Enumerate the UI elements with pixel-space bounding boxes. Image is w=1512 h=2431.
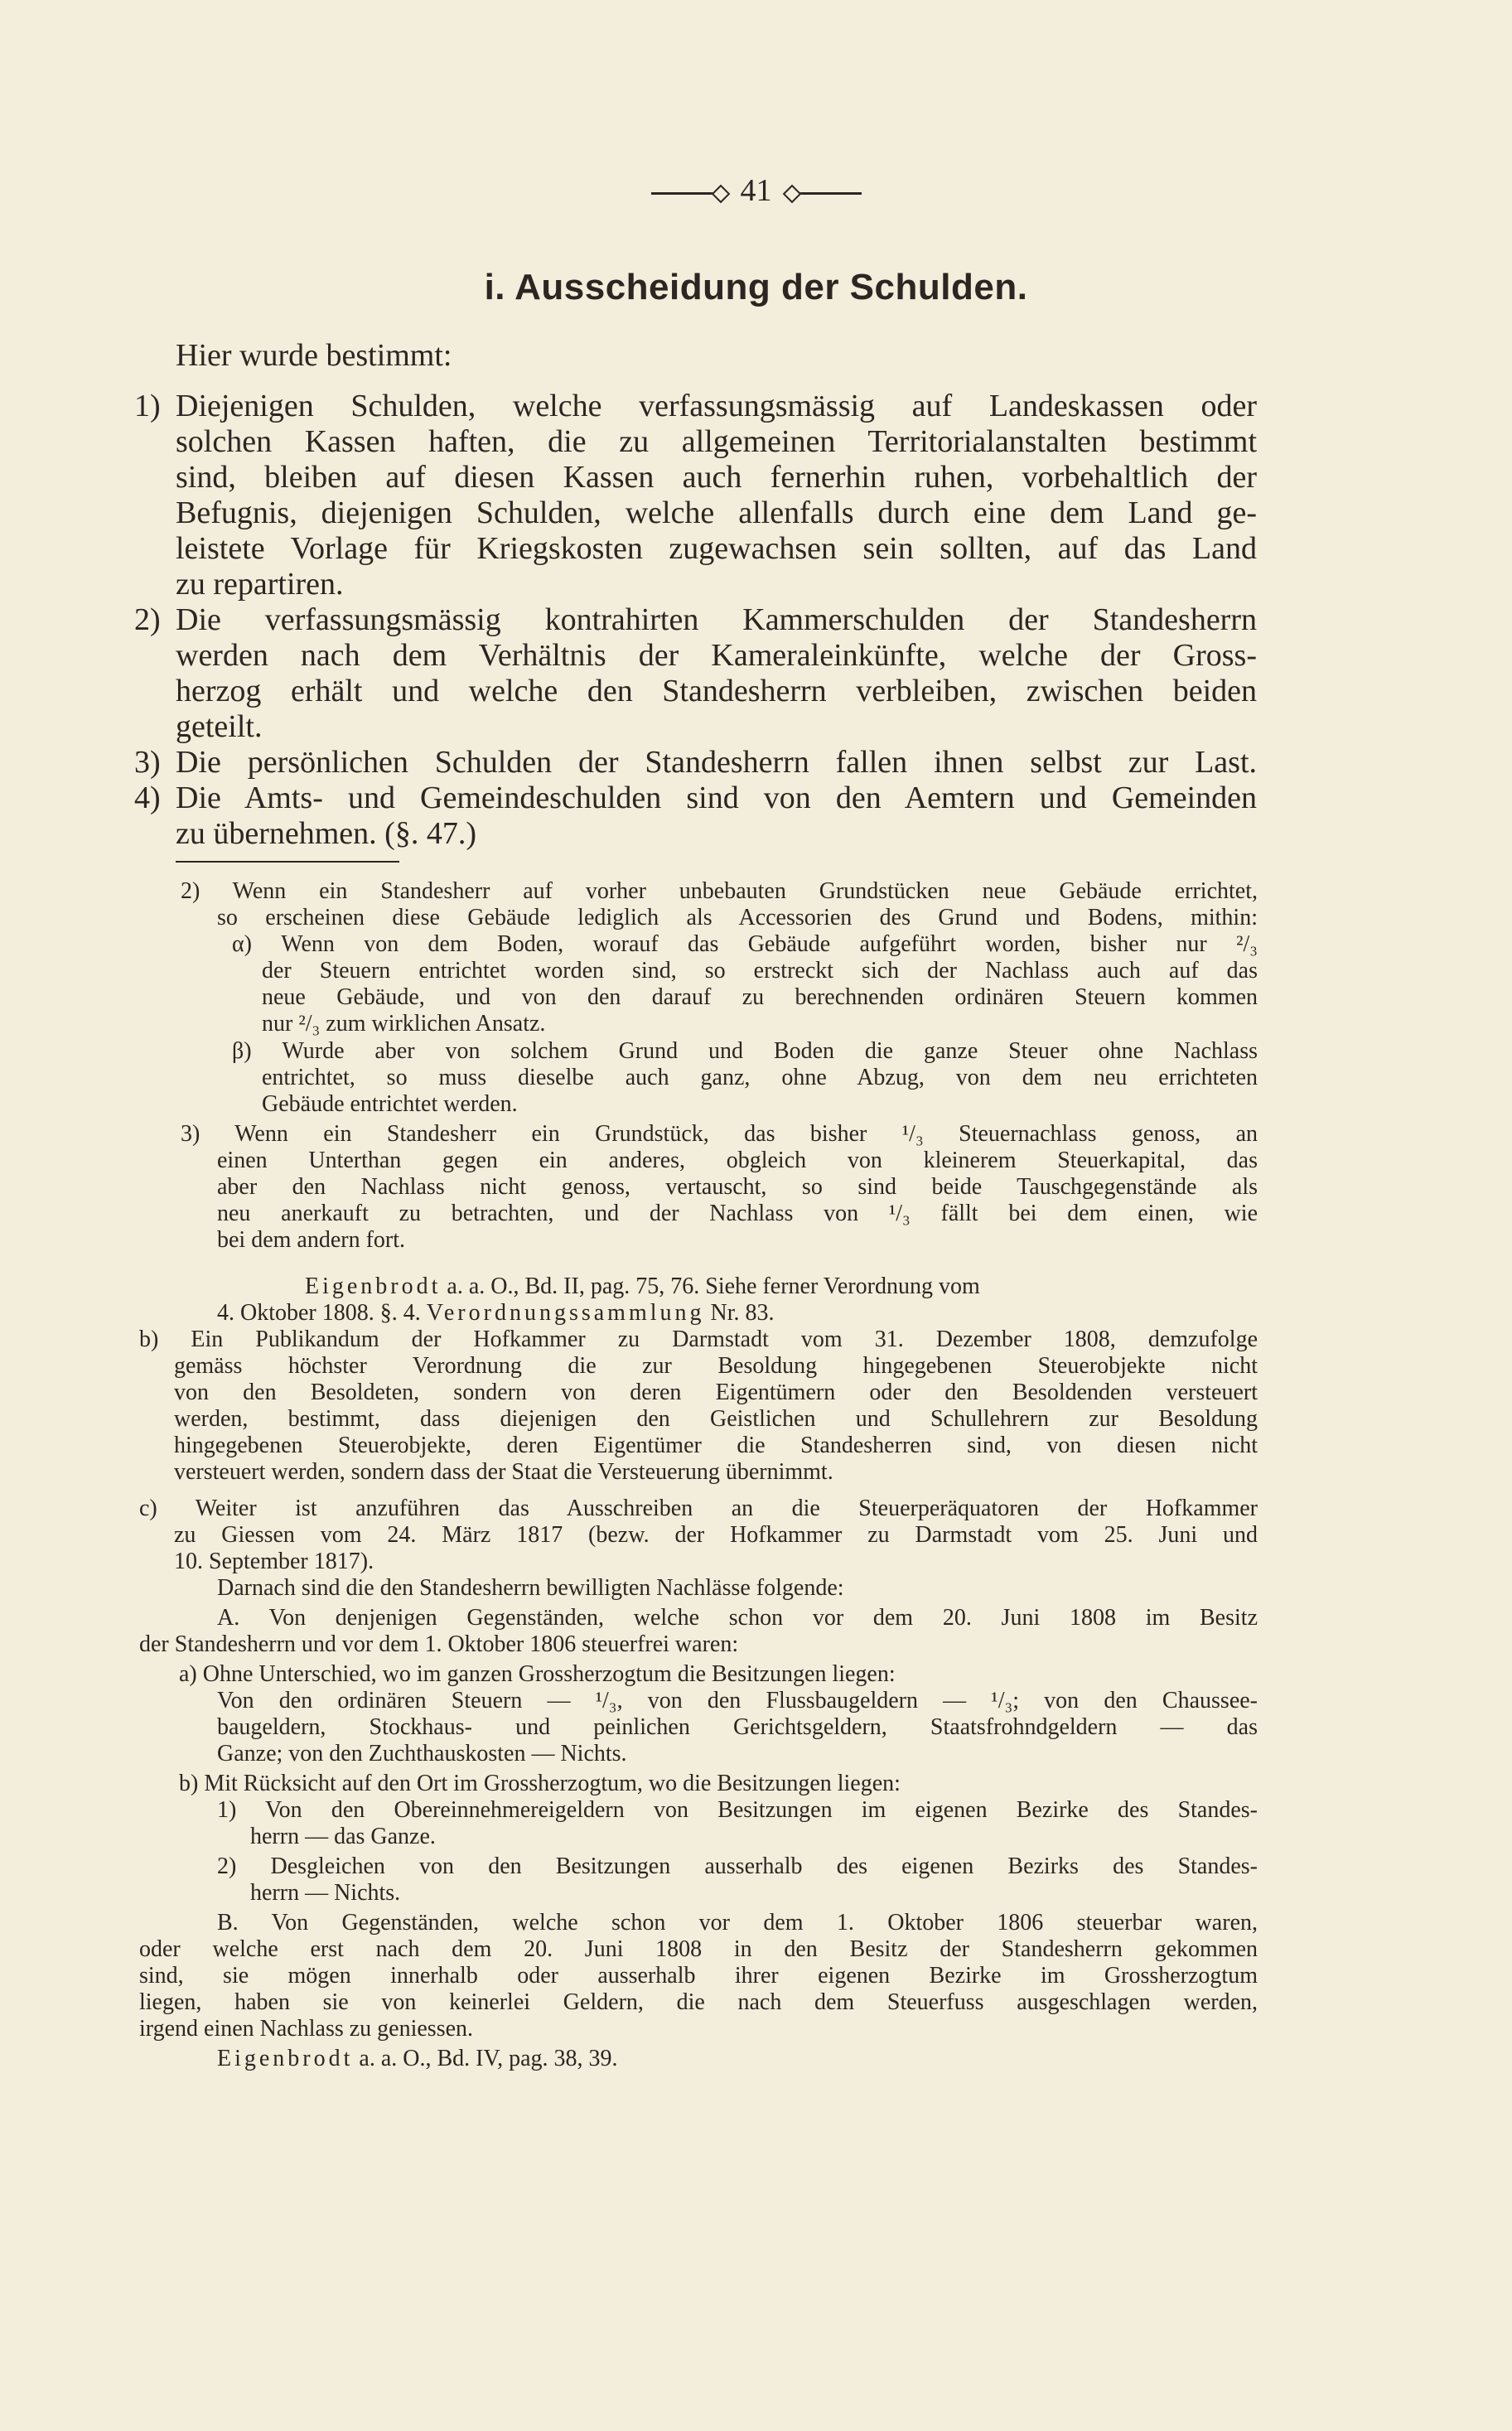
item-number: 3): [134, 745, 161, 780]
intro-line: Hier wurde bestimmt:: [176, 338, 452, 373]
reference-text: a. a. O., Bd. II, pag. 75, 76. Siehe ferner Verordnung vom: [447, 1273, 980, 1299]
footnote-line: irgend einen Nachlass zu geniessen.: [139, 2016, 474, 2042]
footnote-line: der Steuern entrichtet worden sind, so erstreckt sich der Nachlass auch auf das: [262, 958, 1258, 984]
footnote-line: oder welche erst nach dem 20. Juni 1808 in den Besitz der Standesherrn gekommen: [139, 1936, 1258, 1962]
item-line: Die Amts- und Gemeindeschulden sind von den Aemtern und Gemeinden: [176, 781, 1257, 815]
footnote-line: hingegebenen Steuerobjekte, deren Eigentümer die Standesherren sind, von diesen nicht: [174, 1433, 1258, 1458]
footnote-line: c) Weiter ist anzuführen das Ausschreiben an die Steuerperäquatoren der Hofkammer: [139, 1496, 1258, 1521]
footnote-line: 10. September 1817).: [174, 1549, 374, 1574]
footnote-line: werden, bestimmt, dass diejenigen den Geistlichen und Schullehrern zur Besoldung: [174, 1406, 1258, 1432]
item-line: zu repartiren.: [176, 567, 344, 602]
footnote-line: liegen, haben sie von keinerlei Geldern, die nach dem Steuerfuss ausgeschlagen werden,: [139, 1989, 1258, 2015]
author-name: Eigenbrodt: [217, 2046, 354, 2071]
item-line: werden nach dem Verhältnis der Kameraleinkünfte, welche der Gross-: [176, 638, 1257, 673]
author-name: Eigenbrodt: [305, 1273, 442, 1299]
item-number: 1): [134, 389, 161, 423]
footnote-line: B. Von Gegenständen, welche schon vor dem 1. Oktober 1806 steuerbar waren,: [217, 1910, 1258, 1936]
ornament-right-icon: [787, 192, 862, 195]
reference-title: Verordnungssammlung: [426, 1300, 705, 1326]
reference-text: 4. Oktober 1808. §. 4.: [217, 1300, 421, 1326]
footnote-line: 1) Von den Obereinnehmereigeldern von Besitzungen im eigenen Bezirke des Standes-: [217, 1797, 1258, 1823]
footnote-line: Darnach sind die den Standesherrn bewilligten Nachlässe folgende:: [217, 1575, 844, 1601]
reference-line: [305, 1273, 980, 1300]
page-number-header: [0, 172, 1512, 209]
item-line: solchen Kassen haften, die zu allgemeinen Territorialanstalten bestimmt: [176, 424, 1257, 459]
item-line: Diejenigen Schulden, welche verfassungsmässig auf Landeskassen oder: [176, 389, 1257, 423]
footnote-line: herrn — Nichts.: [250, 1880, 401, 1906]
footnote-divider: [176, 861, 399, 863]
footnote-line: bei dem andern fort.: [217, 1227, 406, 1253]
footnote-line: a) Ohne Unterschied, wo im ganzen Grossherzogtum die Besitzungen liegen:: [179, 1661, 896, 1687]
footnote-line: α) Wenn von dem Boden, worauf das Gebäude aufgeführt worden, bisher nur ²/₃: [232, 931, 1258, 957]
footnote-line: einen Unterthan gegen ein anderes, obgleich von kleinerem Steuerkapital, das: [217, 1148, 1258, 1173]
page-number: 41: [740, 173, 772, 208]
ornament-left-icon: [651, 192, 726, 195]
footnote-line: b) Ein Publikandum der Hofkammer zu Darmstadt vom 31. Dezember 1808, demzufolge: [139, 1327, 1258, 1352]
item-line: Die verfassungsmässig kontrahirten Kammerschulden der Standesherrn: [176, 602, 1257, 637]
footnote-line: gemäss höchster Verordnung die zur Besoldung hingegebenen Steuerobjekte nicht: [174, 1353, 1258, 1379]
footnote-line: Von den ordinären Steuern — ¹/₃, von den Flussbaugeldern — ¹/₃; von den Chaussee-: [217, 1688, 1258, 1713]
footnote-line: zu Giessen vom 24. März 1817 (bezw. der Hofkammer zu Darmstadt vom 25. Juni und: [174, 1522, 1258, 1548]
item-line: herzog erhält und welche den Standesherrn verbleiben, zwischen beiden: [176, 674, 1257, 708]
item-line: Befugnis, diejenigen Schulden, welche allenfalls durch eine dem Land ge-: [176, 495, 1257, 530]
reference-line: [217, 2046, 618, 2072]
footnote-line: A. Von denjenigen Gegenständen, welche schon vor dem 20. Juni 1808 im Besitz: [217, 1605, 1258, 1631]
footnote-line: neue Gebäude, und von den darauf zu berechnenden ordinären Steuern kommen: [262, 984, 1258, 1010]
item-line: zu übernehmen. (§. 47.): [176, 816, 476, 851]
footnote-line: neu anerkauft zu betrachten, und der Nachlass von ¹/₃ fällt bei dem einen, wie: [217, 1201, 1258, 1226]
footnote-line: herrn — das Ganze.: [250, 1824, 436, 1849]
item-number: 4): [134, 781, 161, 815]
footnote-line: β) Wurde aber von solchem Grund und Boden die ganze Steuer ohne Nachlass: [232, 1038, 1258, 1064]
footnote-line: 2) Wenn ein Standesherr auf vorher unbebauten Grundstücken neue Gebäude errichtet,: [181, 878, 1258, 904]
footnote-line: b) Mit Rücksicht auf den Ort im Grossherzogtum, wo die Besitzungen liegen:: [179, 1771, 901, 1796]
footnote-line: sind, sie mögen innerhalb oder ausserhalb ihrer eigenen Bezirke im Grossherzogtum: [139, 1963, 1258, 1989]
item-line: leistete Vorlage für Kriegskosten zugewachsen sein sollten, auf das Land: [176, 531, 1257, 566]
footnote-line: 2) Desgleichen von den Besitzungen ausserhalb des eigenen Bezirks des Standes-: [217, 1853, 1258, 1879]
footnote-line: von den Besoldeten, sondern von deren Eigentümern oder den Besoldenden versteuert: [174, 1380, 1258, 1405]
footnote-line: baugeldern, Stockhaus- und peinlichen Gerichtsgeldern, Staatsfrohndgeldern — das: [217, 1714, 1258, 1740]
item-number: 2): [134, 602, 161, 637]
reference-line: [217, 1300, 775, 1327]
footnote-line: nur ²/₃ zum wirklichen Ansatz.: [262, 1011, 546, 1037]
footnote-line: versteuert werden, sondern dass der Staat die Versteuerung übernimmt.: [174, 1459, 833, 1485]
item-line: geteilt.: [176, 709, 263, 744]
item-line: sind, bleiben auf diesen Kassen auch fernerhin ruhen, vorbehaltlich der: [176, 460, 1257, 495]
footnote-line: aber den Nachlass nicht genoss, vertauscht, so sind beide Tauschgegenstände als: [217, 1174, 1258, 1200]
footnote-line: der Standesherrn und vor dem 1. Oktober 1806 steuerfrei waren:: [139, 1631, 739, 1657]
footnote-line: Ganze; von den Zuchthauskosten — Nichts.: [217, 1741, 627, 1766]
section-title: i. Ausscheidung der Schulden.: [484, 267, 1028, 307]
footnote-line: 3) Wenn ein Standesherr ein Grundstück, das bisher ¹/₃ Steuernachlass genoss, an: [181, 1121, 1258, 1147]
footnote-line: entrichtet, so muss dieselbe auch ganz, ohne Abzug, von dem neu errichteten: [262, 1065, 1258, 1090]
reference-text: Nr. 83.: [710, 1300, 775, 1326]
footnote-line: so erscheinen diese Gebäude lediglich als Accessorien des Grund und Bodens, mithin:: [217, 905, 1258, 930]
item-line: Die persönlichen Schulden der Standesherrn fallen ihnen selbst zur Last.: [176, 745, 1257, 780]
reference-text: a. a. O., Bd. IV, pag. 38, 39.: [359, 2046, 618, 2071]
footnote-line: Gebäude entrichtet werden.: [262, 1091, 518, 1117]
